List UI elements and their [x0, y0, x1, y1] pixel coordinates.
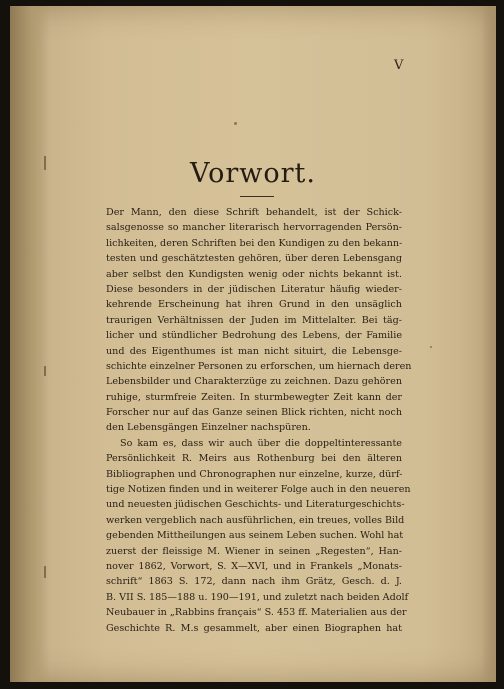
text-line: ruhige, sturmfreie Zeiten. In sturmbewegter Zeit kann der — [106, 391, 402, 403]
text-line: und neuesten jüdischen Geschichts- und Literaturgeschichts- — [106, 499, 405, 511]
text-line: Neubauer in „Rabbins français“ S. 453 ff. Materialien aus der — [106, 607, 407, 619]
text-line: aber selbst den Kundigsten wenig oder nichts bekannt ist. — [106, 268, 402, 280]
binding-gutter — [10, 6, 50, 682]
text-line: Forscher nur auf das Ganze seinen Blick richten, nicht noch — [106, 407, 402, 419]
text-line: Diese besonders in der jüdischen Literatur häufig wieder- — [106, 283, 402, 295]
text-line: gebenden Mittheilungen aus seinem Leben suchen. Wohl hat — [106, 530, 404, 542]
text-line: zuerst der fleissige M. Wiener in seinen „Regesten“, Han- — [106, 545, 402, 557]
binding-stitch — [44, 566, 46, 578]
page-edge-shadow — [482, 6, 496, 682]
text-line: tige Notizen finden und in weiterer Folge auch in den neueren — [106, 484, 411, 496]
text-line: Persönlichkeit R. Meirs aus Rothenburg bei den älteren — [106, 453, 402, 465]
chapter-heading: Vorwort. — [190, 158, 316, 189]
body-text — [106, 205, 412, 636]
text-line: Lebensbilder und Charakterzüge zu zeichnen. Dazu gehören — [106, 376, 402, 388]
text-line: Der Mann, den diese Schrift behandelt, ist der Schick- — [106, 207, 402, 218]
text-line: kehrende Erscheinung hat ihren Grund in den unsäglich — [106, 299, 402, 311]
text-line: schichte einzelner Personen zu erforschen, um hiernach deren — [106, 360, 412, 372]
text-line: Geschichte R. M.s gesammelt, aber einen Biographen hat — [106, 622, 402, 634]
text-line: Bibliographen und Chronographen nur einzelne, kurze, dürf- — [106, 468, 403, 480]
binding-stitch — [44, 366, 46, 376]
text-line: den Lebensgängen Einzelner nachspüren. — [106, 422, 311, 434]
text-line: werken vergeblich nach ausführlichen, ein treues, volles Bild — [106, 514, 405, 526]
text-line: salsgenosse so mancher literarisch hervorragenden Persön- — [106, 222, 402, 234]
text-line: und des Eigenthumes ist man nicht situirt, die Lebensge- — [106, 345, 402, 357]
text-line: licher und stündlicher Bedrohung des Lebens, der Familie — [106, 330, 402, 342]
paper-sheet — [10, 6, 496, 682]
text-line: So kam es, dass wir auch über die doppeltinteressante — [120, 437, 402, 449]
text-line: testen und geschätztesten gehören, über deren Lebensgang — [106, 253, 402, 265]
page-number: V — [394, 58, 404, 73]
paper-foxing-spot — [234, 122, 237, 125]
text-line: B. VII S. 185—188 u. 190—191, und zuletzt nach beiden Adolf — [106, 591, 409, 603]
text-line: lichkeiten, deren Schriften bei den Kundigen zu den bekann- — [106, 237, 403, 249]
heading-rule — [240, 196, 274, 197]
text-line: nover 1862, Vorwort, S. X—XVI, und in Frankels „Monats- — [106, 560, 402, 572]
paper-foxing-spot — [430, 346, 432, 348]
text-line: schrift“ 1863 S. 172, dann nach ihm Grätz, Gesch. d. J. — [106, 576, 402, 588]
text-line: traurigen Verhältnissen der Juden im Mittelalter. Bei täg- — [106, 314, 402, 326]
